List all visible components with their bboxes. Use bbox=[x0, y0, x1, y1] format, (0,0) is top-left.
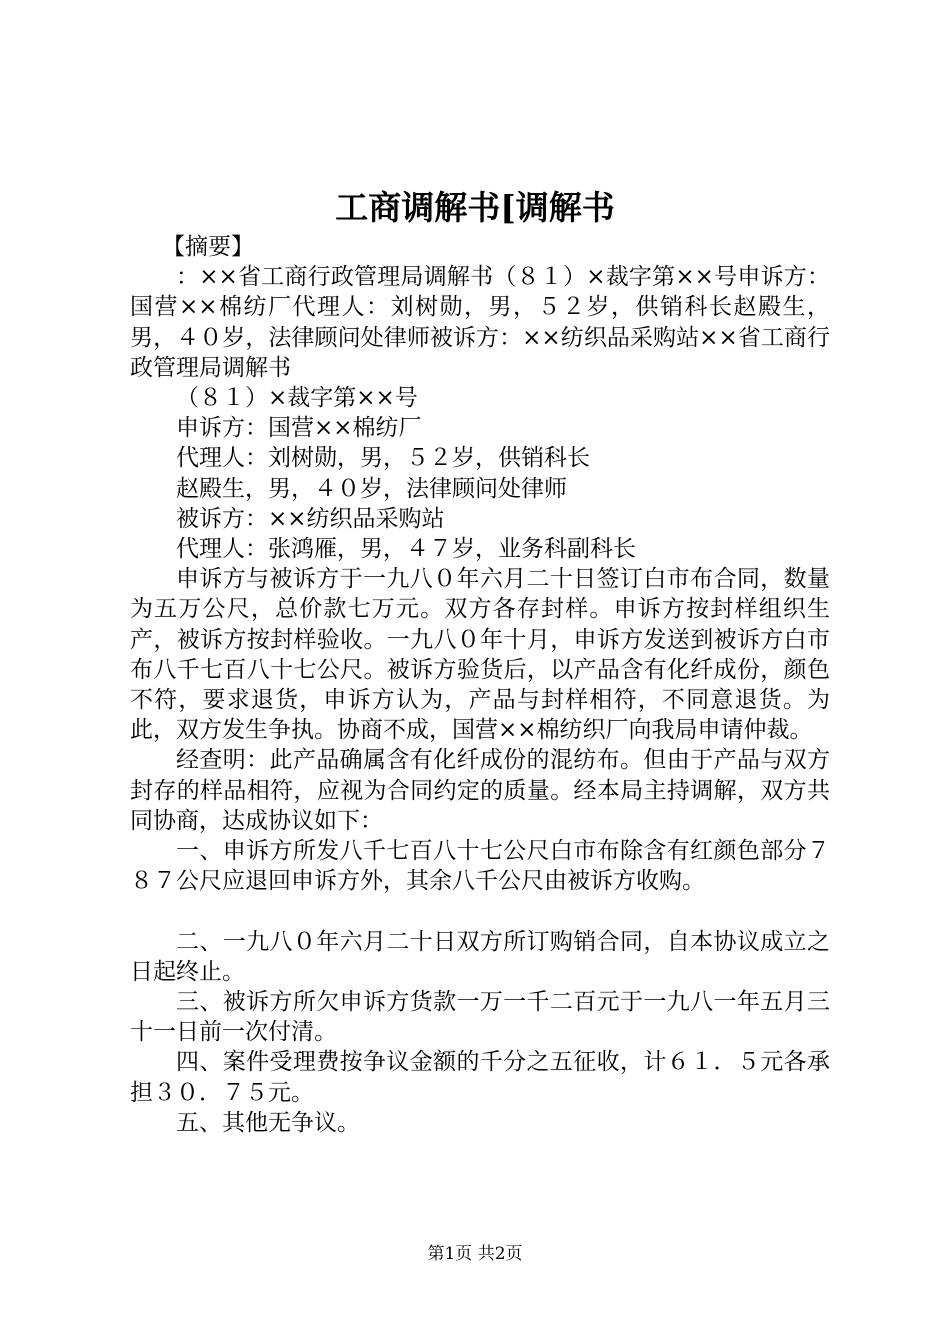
blank-line bbox=[130, 896, 830, 926]
paragraph-respondent-agent: 代理人：张鸿雁，男，４７岁，业务科副科长 bbox=[176, 536, 636, 563]
paragraph-applicant: 申诉方：国营××棉纺厂 bbox=[176, 415, 422, 442]
page-footer: 第1页 共2页 bbox=[427, 1244, 523, 1264]
paragraph-item-5: 五、其他无争议。 bbox=[176, 1109, 360, 1136]
paragraph-respondent: 被诉方：××纺织品采购站 bbox=[176, 505, 445, 532]
paragraph-item-2: 二、一九八０年六月二十日双方所订购销合同，自本协议成立之日起终止。 bbox=[130, 928, 830, 985]
paragraph-facts: 申诉方与被诉方于一九八０年六月二十日签订白市布合同，数量为五万公尺，总价款七万元。双方各存封样。申诉方按封样组织生产，被诉方按封样验收。一九八０年十月，申诉方发送到被诉方白市布八千七百八十七公尺。被诉方验货后，以产品含有化纤成份，颜色不符，要求退货，申诉方认为，产品与封样相符，不同意退货。为此，双方发生争执。协商不成，国营××棉纺织厂向我局申请仲裁。 bbox=[130, 566, 830, 744]
document-body bbox=[130, 232, 830, 1138]
document-title: 工商调解书[调解书 bbox=[335, 188, 615, 227]
paragraph-item-4: 四、案件受理费按争议金额的千分之五征收，计６１．５元各承担３０．７５元。 bbox=[130, 1049, 830, 1106]
paragraph-summary: ：××省工商行政管理局调解书（８１）×裁字第××号申诉方：国营××棉纺厂代理人：刘树勋，男，５２岁，供销科长赵殿生，男，４０岁，法律顾问处律师被诉方：××纺织品采购站××省工商行政管理局调解书 bbox=[130, 264, 830, 381]
abstract-label: 【摘要】 bbox=[162, 234, 254, 260]
paragraph-applicant-lawyer: 赵殿生，男，４０岁，法律顾问处律师 bbox=[176, 475, 567, 502]
paragraph-item-3: 三、被诉方所欠申诉方货款一万一千二百元于一九八一年五月三十一日前一次付清。 bbox=[130, 989, 830, 1046]
paragraph-applicant-agent: 代理人：刘树勋，男，５２岁，供销科长 bbox=[176, 445, 590, 472]
paragraph-case-number: （８１）×裁字第××号 bbox=[176, 385, 418, 412]
paragraph-findings: 经查明：此产品确属含有化纤成份的混纺布。但由于产品与双方封存的样品相符，应视为合同约定的质量。经本局主持调解，双方共同协商，达成协议如下： bbox=[130, 747, 830, 834]
paragraph-item-1: 一、申诉方所发八千七百八十七公尺白市布除含有红颜色部分７８７公尺应退回申诉方外，其余八千公尺由被诉方收购。 bbox=[130, 838, 830, 895]
